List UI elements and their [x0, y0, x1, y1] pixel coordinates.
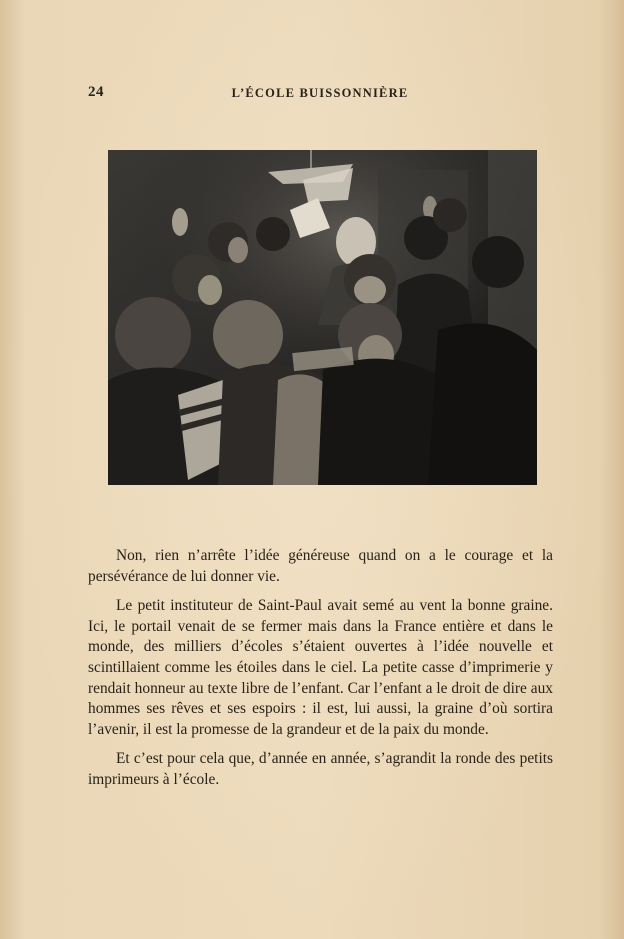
running-title: L’ÉCOLE BUISSONNIÈRE: [231, 86, 409, 100]
classroom-photo-illustration: [108, 150, 537, 485]
body-text: [88, 546, 553, 800]
paragraph: Le petit instituteur de Saint-Paul avait semé au vent la bonne graine. Ici, le portail venait de se fermer mais dans la France entière et dans le monde, des milliers d’écoles s’étaient ouvertes à l’idée nouvelle et scintillaient comme les étoiles dans le ciel. La petite casse d’imprimerie y rendait honneur au texte libre de l’enfant. Car l’enfant a le droit de dire aux hommes ses rêves et ses espoirs : il est, lui aussi, la graine d’où sortira l’avenir, il est la promesse de la grandeur et de la paix du monde.: [88, 597, 553, 738]
paragraph: Et c’est pour cela que, d’année en année, s’agrandit la ronde des petits imprimeurs à l’école.: [88, 750, 553, 788]
paragraph: Non, rien n’arrête l’idée généreuse quand on a le courage et la persévérance de lui donner vie.: [88, 547, 553, 585]
film-still-photo: [108, 150, 537, 485]
page-number: 24: [88, 84, 104, 100]
